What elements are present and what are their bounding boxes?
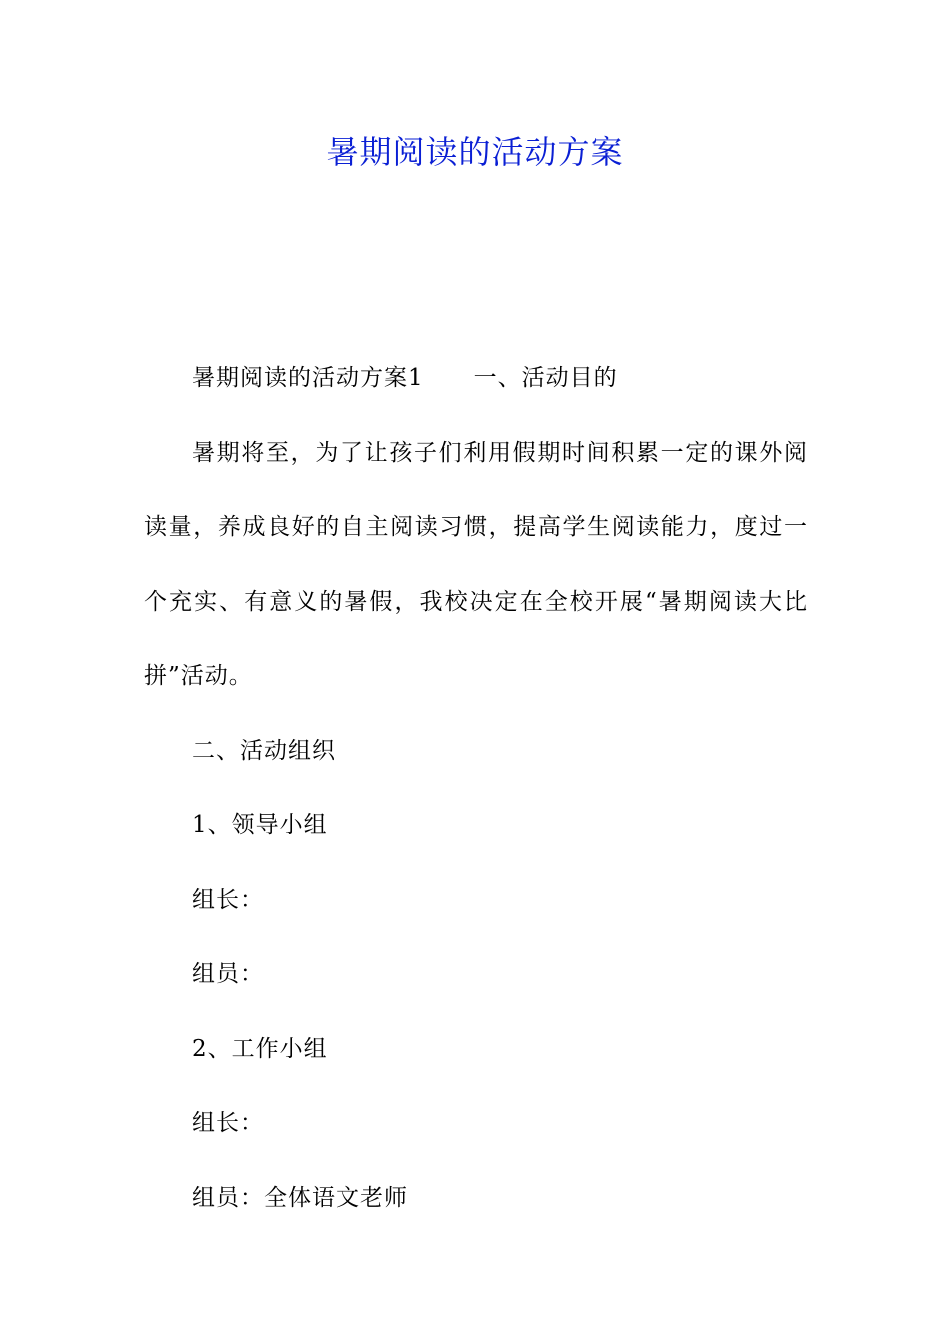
paragraph-purpose: 暑期将至，为了让孩子们利用假期时间积累一定的课外阅读量，养成良好的自主阅读习惯，提高学生阅读能力，度过一个充实、有意义的暑假，我校决定在全校开展“暑期阅读大比拼”活动。 [144,439,808,689]
document-title: 暑期阅读的活动方案 [326,133,624,171]
section-heading-purpose: 一、活动目的 [473,365,618,391]
work-leader-line: 组长： [192,1110,264,1136]
intro-heading: 暑期阅读的活动方案1 [192,365,424,391]
document-body [144,341,808,1235]
work-members-line: 组员：全体语文老师 [192,1184,408,1211]
subsection-work-group: 2、工作小组 [192,1035,328,1062]
leader-line: 组长： [192,886,264,913]
members-line: 组员： [192,961,264,987]
intro-line [144,341,808,416]
subsection-leadership-group: 1、领导小组 [192,812,328,838]
section-heading-organization: 二、活动组织 [192,737,336,764]
